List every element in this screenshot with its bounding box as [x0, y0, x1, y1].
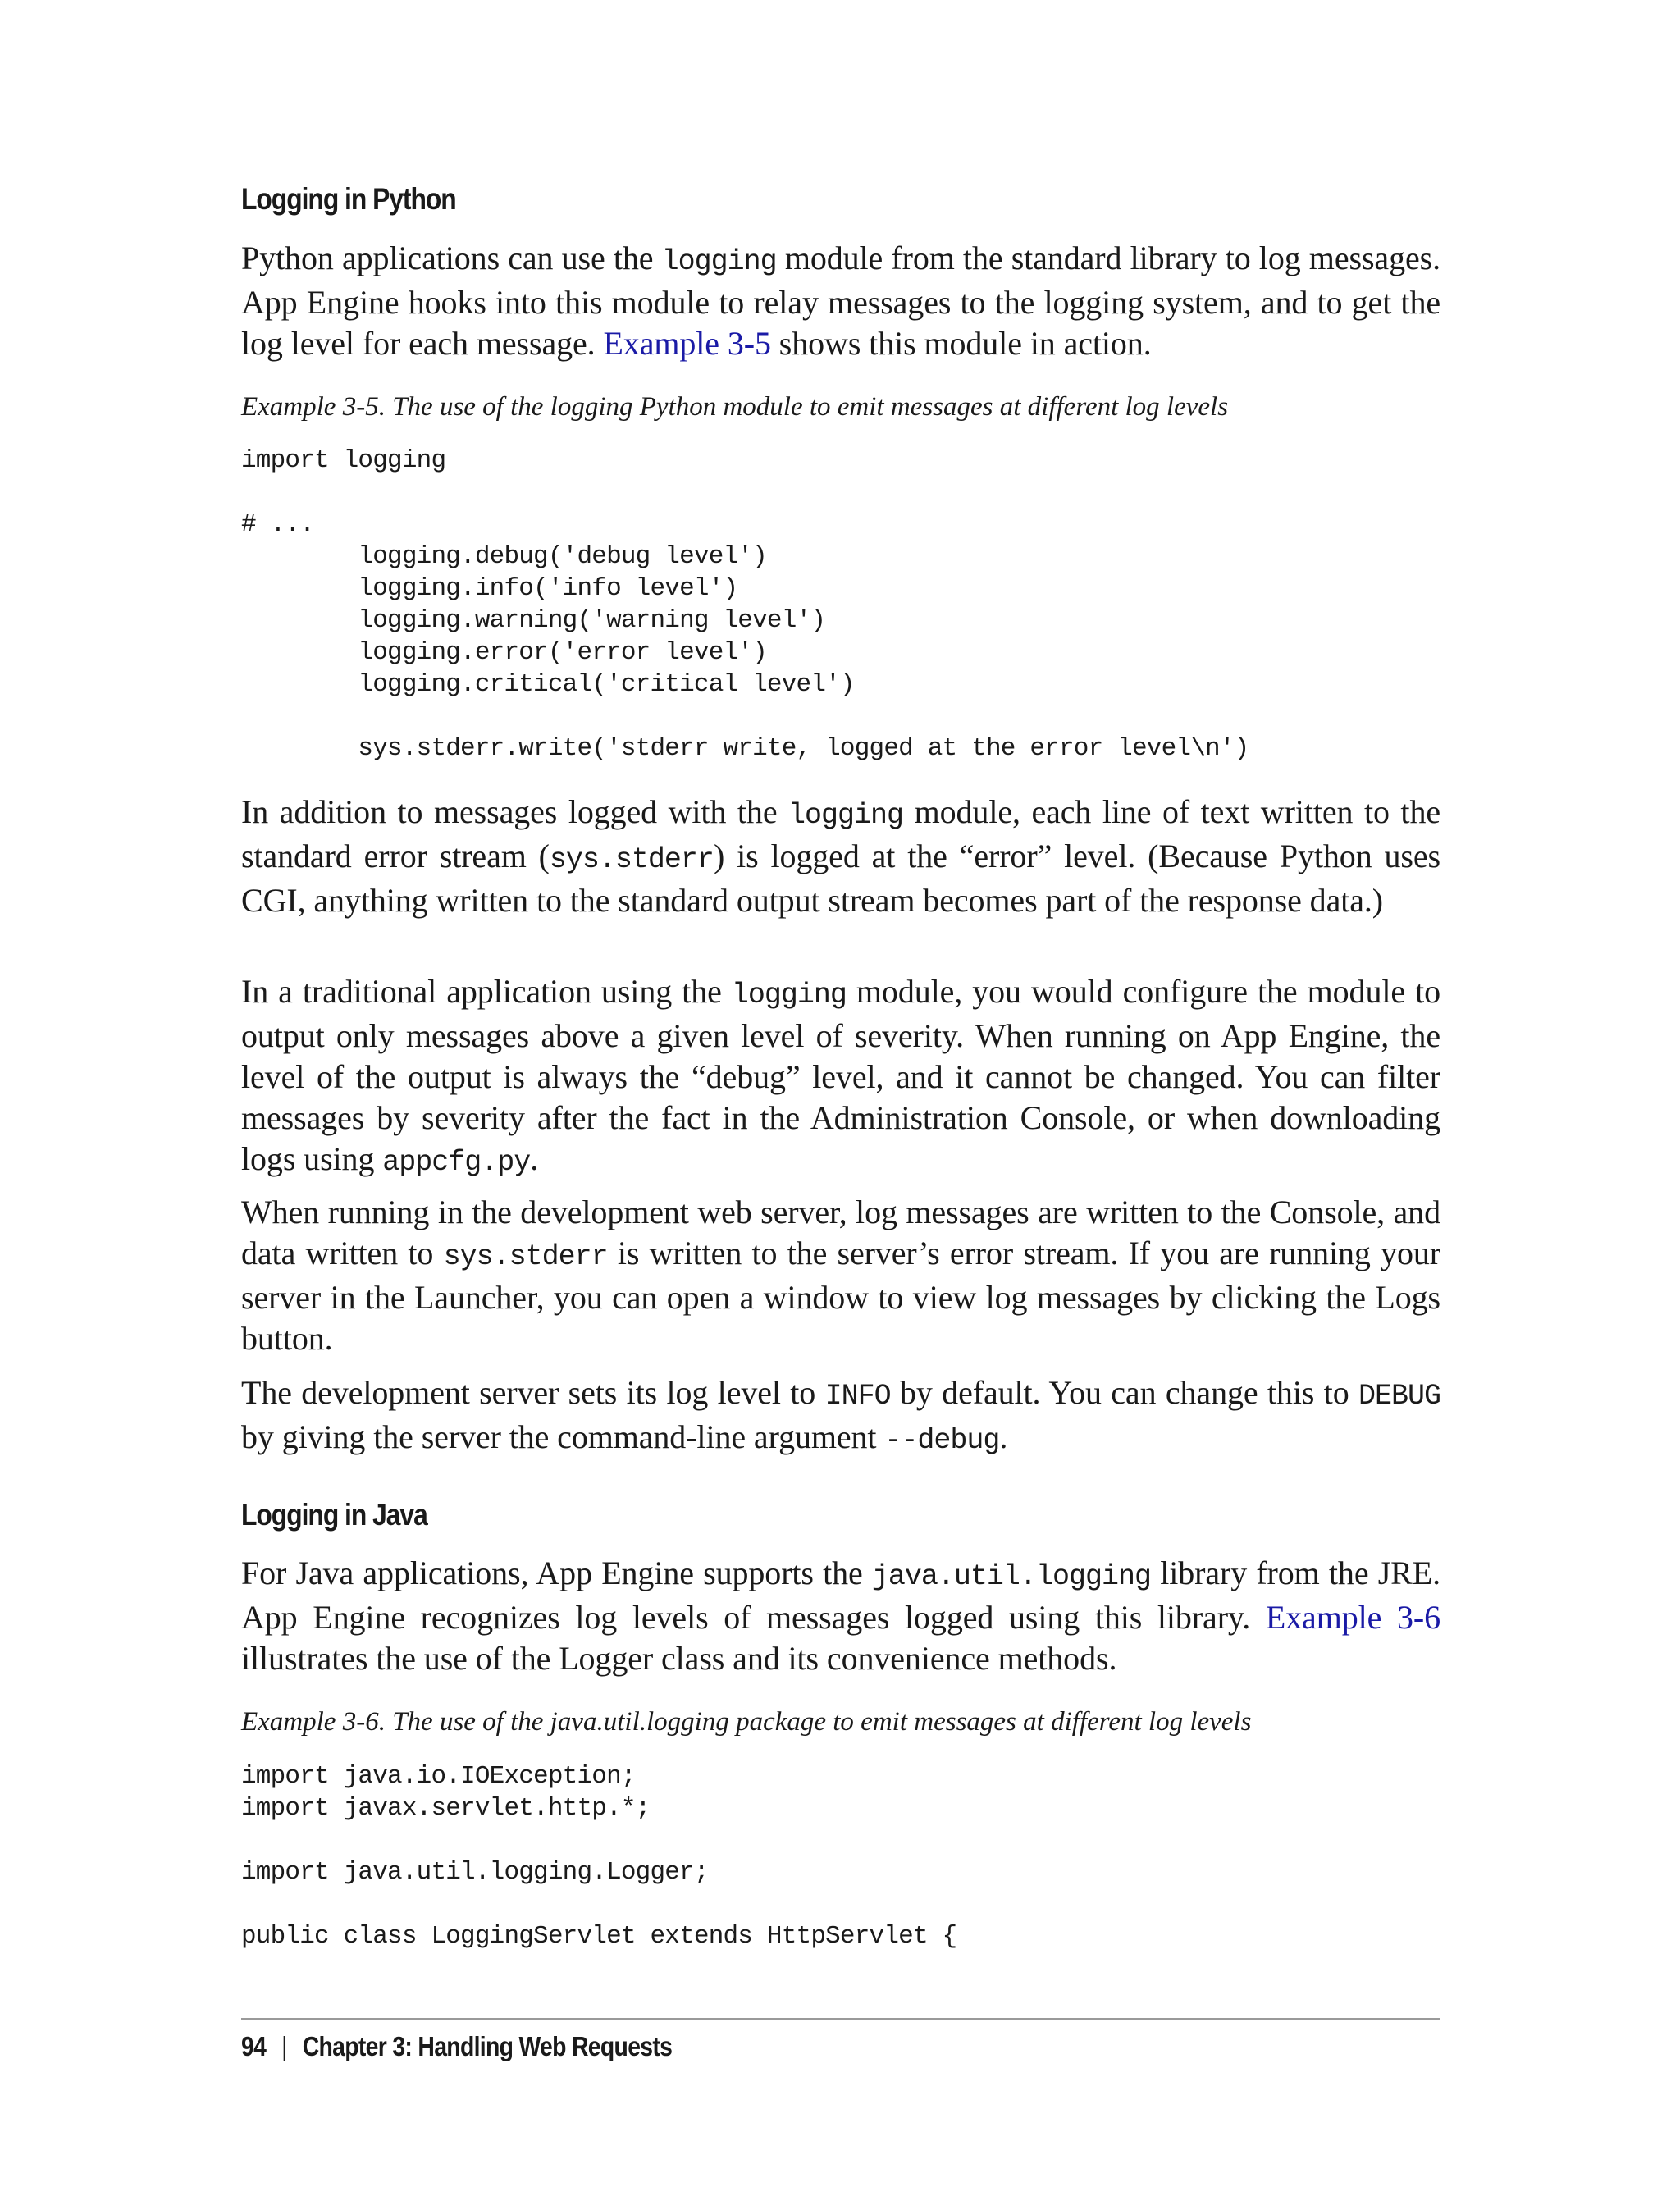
code-line: import logging: [241, 446, 446, 475]
inline-code: logging: [661, 245, 777, 278]
code-line: sys.stderr.write('stderr write, logged at the error level\n'): [241, 734, 1249, 763]
section-heading-python: Logging in Python: [241, 182, 456, 216]
paragraph-log-levels: In a traditional application using the logging module, you would configure the module to output only messages above a given level of severity. When running on App Engine, the level of the output is always the “debug” level, and it cannot be changed. You can filter messages by severity after the fact in the Administration Console, or when downloading logs using appcfg.py.: [241, 973, 1440, 1179]
code-line: logging.critical('critical level'): [241, 670, 855, 699]
paragraph-python-intro: Python applications can use the logging module from the standard library to log messages. App Engine hooks into this module to relay messages to the logging system, and to get the log level for each message. Example 3-5 shows this module in action.: [241, 240, 1440, 362]
example-3-5-caption: Example 3-5. The use of the logging Python module to emit messages at different log levels: [241, 392, 1229, 422]
python-code-block: [241, 445, 1249, 765]
paragraph-dev-server: When running in the development web server, log messages are written to the Console, and data written to sys.stderr is written to the server’s error stream. If you are running your server in the Launcher, you can open a window to view log messages by clicking the Logs button.: [241, 1194, 1440, 1357]
code-line: import javax.servlet.http.*;: [241, 1794, 651, 1823]
code-line: import java.io.IOException;: [241, 1762, 636, 1791]
footer-separator: |: [281, 2031, 287, 2061]
inline-code: logging: [731, 979, 847, 1011]
section-heading-java: Logging in Java: [241, 1498, 427, 1532]
java-code-block: [241, 1760, 956, 1952]
example-3-5-link[interactable]: Example 3-5: [603, 325, 771, 362]
inline-code: sys.stderr: [549, 843, 714, 876]
inline-code: logging: [788, 799, 904, 832]
code-line: # ...: [241, 510, 315, 539]
inline-code: DEBUG: [1358, 1380, 1440, 1413]
paragraph-java-intro: For Java applications, App Engine supports the java.util.logging library from the JRE. App Engine recognizes log levels of messages logged using this library. Example 3-6 illustrates the use of the Logger class and its convenience methods.: [241, 1554, 1440, 1677]
code-line: public class LoggingServlet extends HttpServlet {: [241, 1922, 957, 1951]
inline-code: java.util.logging: [871, 1560, 1151, 1593]
inline-code: INFO: [824, 1380, 891, 1413]
page-footer: [241, 2031, 672, 2062]
paragraph-stderr: In addition to messages logged with the logging module, each line of text written to the standard error stream (sys.stderr) is logged at the “error” level. (Because Python uses CGI, anything written to the standard output stream becomes part of the response data.): [241, 793, 1440, 919]
example-3-6-caption: Example 3-6. The use of the java.util.logging package to emit messages at different log levels: [241, 1707, 1252, 1737]
code-line: import java.util.logging.Logger;: [241, 1858, 709, 1887]
page-number: 94: [241, 2031, 267, 2061]
chapter-title: Chapter 3: Handling Web Requests: [302, 2031, 673, 2061]
code-line: logging.error('error level'): [241, 638, 767, 667]
inline-code: appcfg.py: [382, 1146, 531, 1179]
code-line: logging.warning('warning level'): [241, 606, 826, 635]
footer-divider: [241, 2018, 1440, 2020]
paragraph-debug-flag: The development server sets its log level to INFO by default. You can change this to DEBUG by giving the server the command-line argument --debug.: [241, 1374, 1440, 1457]
code-line: logging.debug('debug level'): [241, 542, 767, 571]
example-3-6-link[interactable]: Example 3-6: [1265, 1599, 1440, 1636]
inline-code: --debug: [884, 1424, 1000, 1457]
code-line: logging.info('info level'): [241, 574, 738, 603]
inline-code: sys.stderr: [443, 1240, 608, 1273]
